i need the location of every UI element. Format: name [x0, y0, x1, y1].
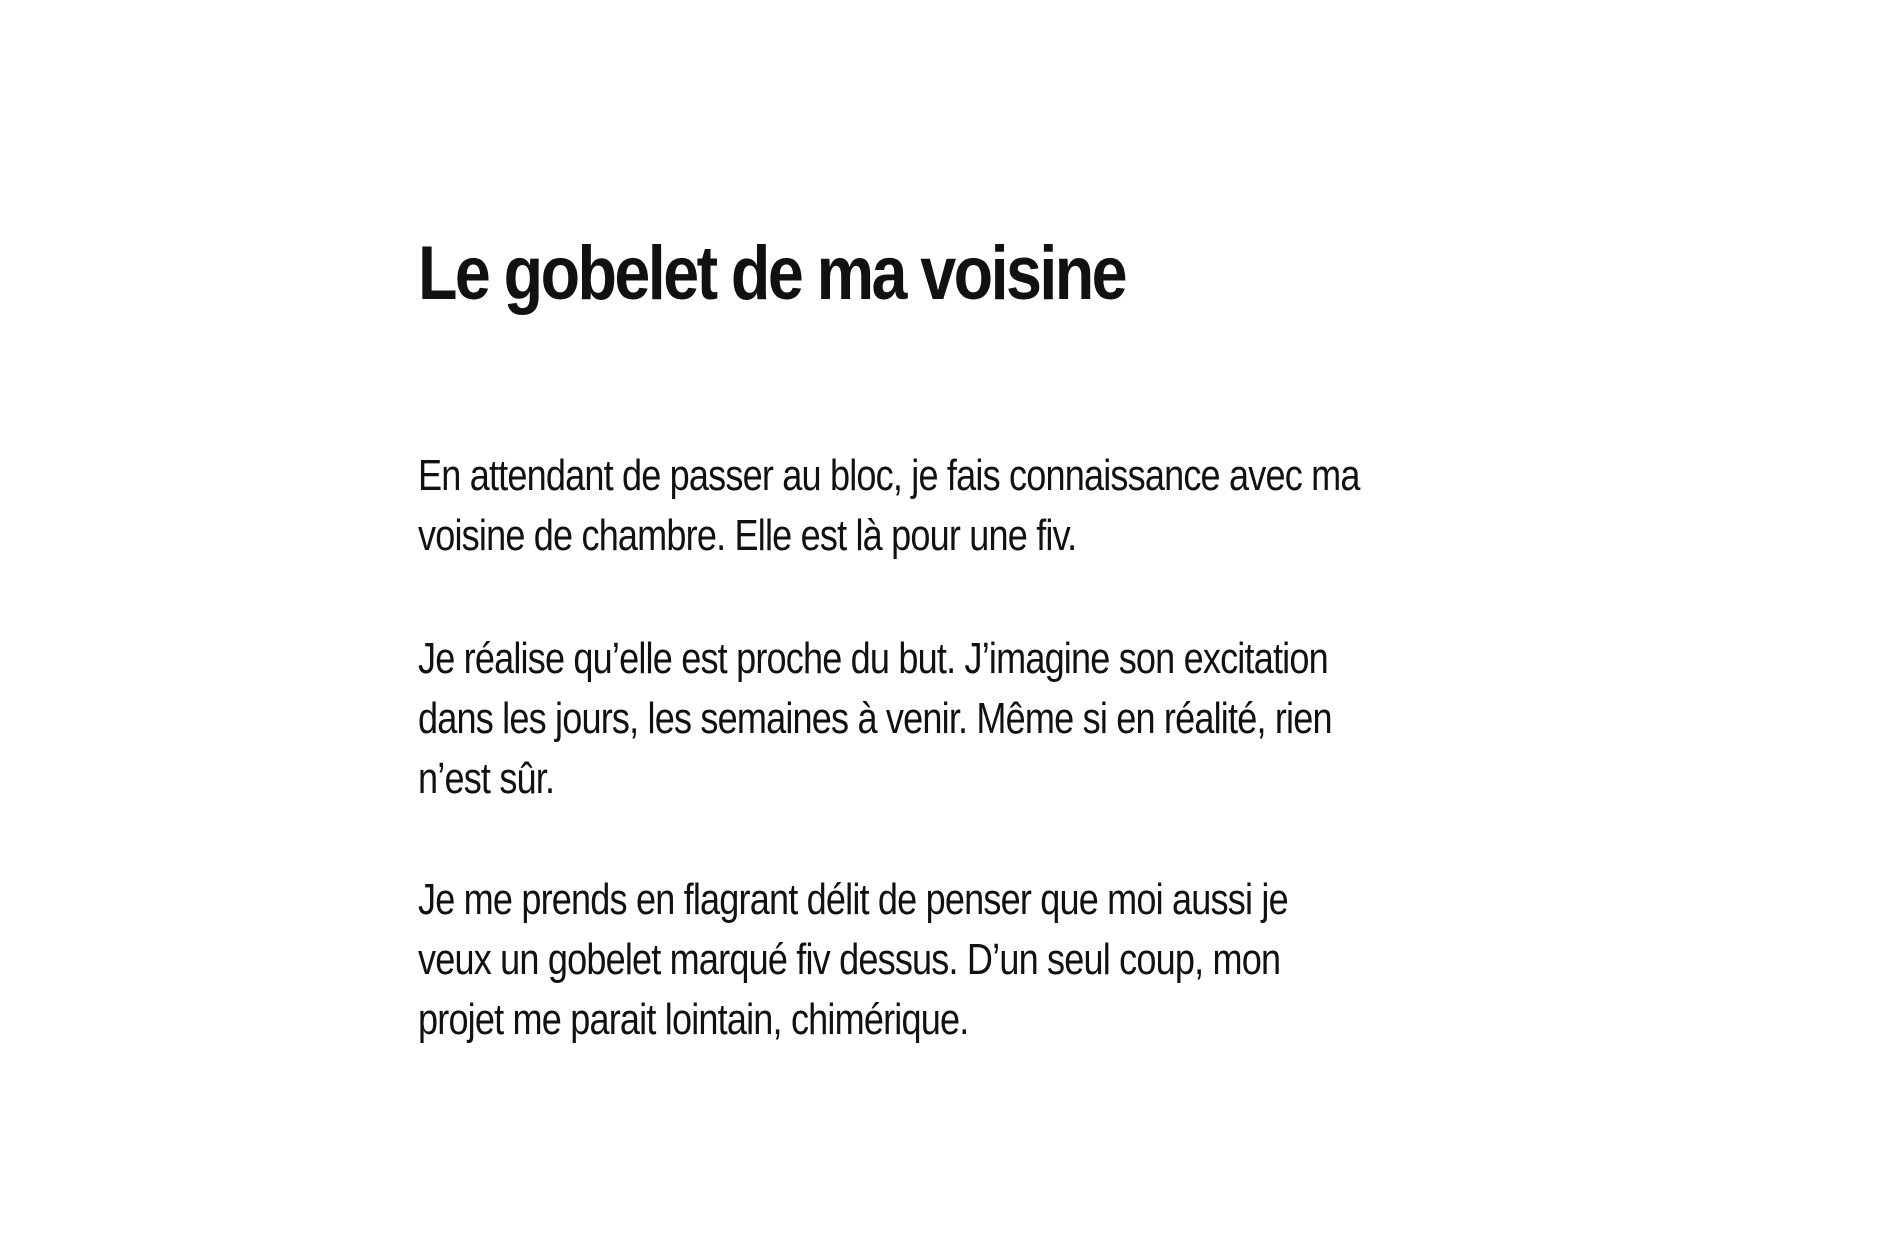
paragraph-2: Je réalise qu’elle est proche du but. J’imagine son excitation dans les jours, les semaines à venir. Même si en réalité, rien n’est sûr.: [418, 634, 1332, 803]
paragraph-3: Je me prends en flagrant délit de penser que moi aussi je veux un gobelet marqué fiv dessus. D’un seul coup, mon projet me parait lointain, chimérique.: [418, 875, 1288, 1044]
document-title: Le gobelet de ma voisine: [418, 231, 1126, 316]
document-body: [418, 226, 1518, 1044]
paragraph-1: En attendant de passer au bloc, je fais connaissance avec ma voisine de chambre. Elle est là pour une fiv.: [418, 451, 1360, 560]
